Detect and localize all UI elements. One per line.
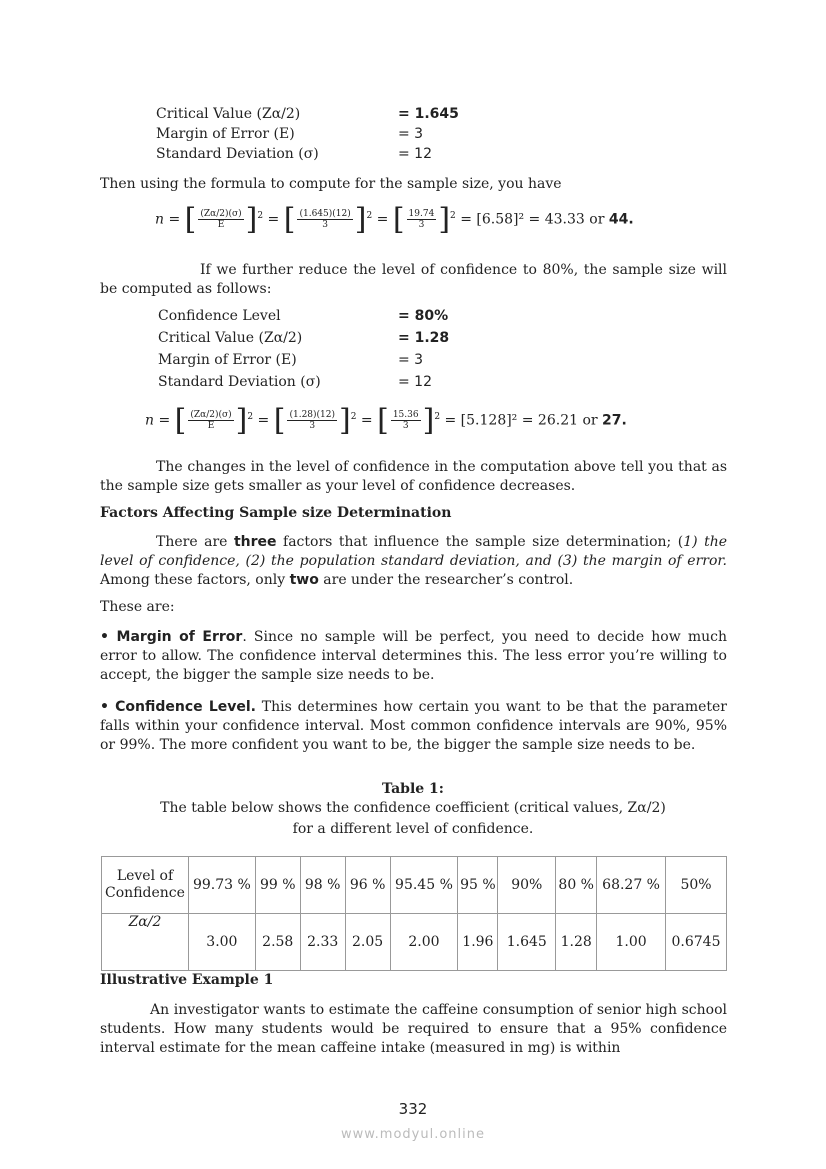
- table-cell: 2.00: [390, 914, 458, 971]
- table-cell: 1.00: [597, 914, 666, 971]
- value: = 1.28: [398, 330, 450, 346]
- denominator: 3: [418, 220, 425, 230]
- watermark: www.modyul.online: [340, 1127, 486, 1142]
- table-cell: Level of Confidence: [102, 857, 189, 914]
- paragraph: These are:: [100, 599, 175, 615]
- paragraph: If we further reduce the level of confidence to 80%, the sample size will be computed as follows:: [100, 262, 727, 297]
- numerator: (Zα/2)(σ): [200, 209, 242, 219]
- table-cell: 2.05: [345, 914, 390, 971]
- value-label: Margin of Error (E): [158, 352, 297, 368]
- numerator: (1.645)(12): [299, 209, 351, 219]
- value-label: Margin of Error (E): [156, 126, 295, 142]
- final-answer: 44.: [608, 211, 634, 228]
- table-row: [102, 857, 727, 914]
- value: = 3: [398, 352, 424, 368]
- table-cell: 0.6745: [666, 914, 727, 971]
- value-label: Standard Deviation (σ): [158, 374, 321, 390]
- denominator: 3: [322, 220, 328, 230]
- n-symbol: n =: [155, 211, 181, 228]
- section-heading: Factors Affecting Sample size Determination: [100, 505, 452, 521]
- table-cell: 50%: [666, 857, 727, 914]
- numerator: 15.36: [392, 410, 419, 420]
- table-cell: 68.27 %: [597, 857, 666, 914]
- table-cell: 2.58: [255, 914, 300, 971]
- table-cell: 1.28: [556, 914, 597, 971]
- value-label: Confidence Level: [158, 308, 281, 324]
- table-caption: The table below shows the confidence coefficient (critical values, Zα/2): [160, 800, 666, 816]
- bullet-confidence-level: • Confidence Level. This determines how certain you want to be that the parameter falls within your confidence interval. Most common confidence intervals are 90%, 95% or 99%. The more confident you want to be, the bigger the sample size needs to be.: [100, 699, 727, 753]
- table-cell: 95 %: [458, 857, 498, 914]
- value-label: Critical Value (Zα/2): [158, 330, 303, 346]
- intro-text: Then using the formula to compute for the sample size, you have: [100, 176, 562, 192]
- confidence-table: [101, 856, 727, 971]
- table-cell: 98 %: [300, 857, 345, 914]
- value: = 3: [398, 126, 424, 142]
- table-caption: for a different level of confidence.: [292, 821, 534, 837]
- denominator: E: [217, 220, 225, 230]
- page-number: 332: [398, 1100, 428, 1118]
- table-title: Table 1:: [382, 781, 444, 797]
- n-symbol: n =: [145, 412, 171, 429]
- table-cell: 1.96: [458, 914, 498, 971]
- value: = 80%: [398, 308, 449, 324]
- table-cell: 1.645: [498, 914, 556, 971]
- formula-1: n = [ $\frac{(Z\alpha/2)(\sigma)}{E}$ ]$^2$ = [ $\frac{(1.645)(12)}{3}$ ]$^2$ = [ $\frac{19.74}{3}$ ]$^2$ = [6.58]² = 43.33 or 44.: [155, 202, 634, 237]
- table-cell: 80 %: [556, 857, 597, 914]
- table-cell: 99 %: [255, 857, 300, 914]
- table-cell: 90%: [498, 857, 556, 914]
- table-cell: 3.00: [188, 914, 255, 971]
- table-cell: 95.45 %: [390, 857, 458, 914]
- value: = 12: [398, 374, 432, 390]
- denominator: 3: [402, 421, 409, 431]
- table-cell: 99.73 %: [188, 857, 255, 914]
- value: = 12: [398, 146, 432, 162]
- paragraph: The changes in the level of confidence in the computation above tell you that as the sample size gets smaller as your level of confidence decreases.: [100, 459, 727, 494]
- bullet-margin-of-error: • Margin of Error. Since no sample will be perfect, you need to decide how much error to allow. The confidence interval determines this. The less error you’re willing to accept, the bigger the sample size needs to be.: [100, 629, 728, 683]
- final-answer: 27.: [602, 412, 627, 429]
- table-cell: 2.33: [300, 914, 345, 971]
- numerator: 19.74: [408, 209, 435, 219]
- numerator: (1.28)(12): [289, 410, 336, 420]
- section-heading: Illustrative Example 1: [100, 972, 274, 988]
- value-label: Critical Value (Zα/2): [156, 106, 301, 122]
- numerator: (Zα/2)(σ): [190, 410, 232, 420]
- paragraph: There are three factors that influence the sample size determination; (1) the level of confidence, (2) the population standard deviation, and (3) the margin of error. Among these factors, only two are under the researcher’s control.: [100, 534, 728, 588]
- table-row: [102, 914, 727, 971]
- table-cell: Zα/2: [102, 914, 189, 971]
- denominator: 3: [309, 421, 316, 431]
- formula-result: = [5.128]² = 26.21 or: [444, 412, 598, 429]
- value-label: Standard Deviation (σ): [156, 146, 319, 162]
- value: = 1.645: [398, 106, 459, 122]
- denominator: E: [207, 421, 215, 431]
- paragraph: An investigator wants to estimate the caffeine consumption of senior high school students. How many students would be required to ensure that a 95% confidence interval estimate for the mean caffeine intake (measured in mg) is within: [100, 1002, 727, 1056]
- formula-2: n = [ $\frac{(Z\alpha/2)(\sigma)}{E}$ ]$^2$ = [ $\frac{(1.28)(12)}{3}$ ]$^2$ = [ $\frac{15.36}{3}$ ]$^2$ = [5.128]² = 26.21 or 27.: [145, 403, 627, 438]
- formula-result: = [6.58]² = 43.33 or: [460, 211, 605, 228]
- table-cell: 96 %: [345, 857, 390, 914]
